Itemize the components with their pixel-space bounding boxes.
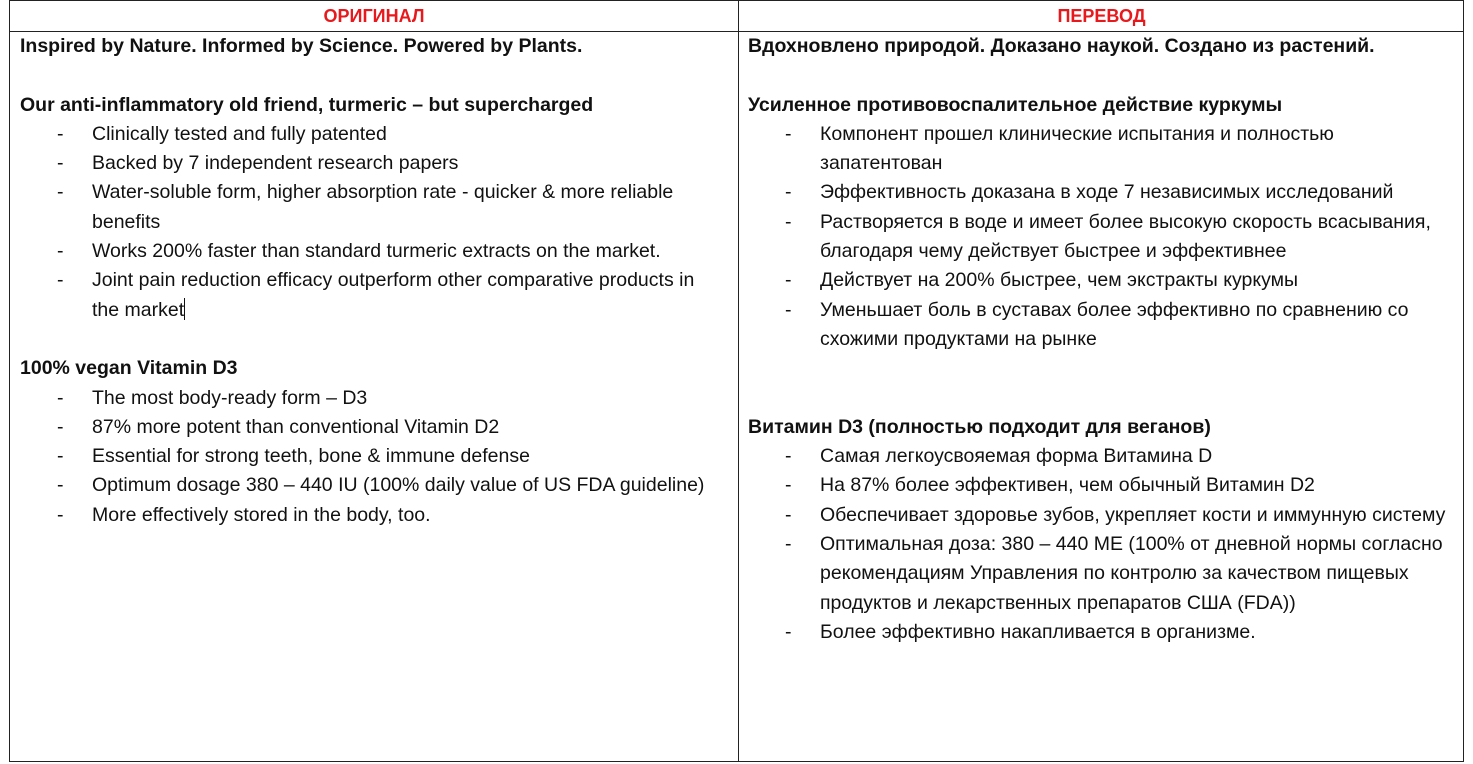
bullet-dash: -: [57, 445, 64, 468]
bullet-dash: -: [785, 181, 792, 204]
bullet-dash: -: [57, 503, 64, 526]
list-item: [20, 471, 720, 500]
bullet-dash: -: [57, 122, 64, 145]
list-item: [20, 266, 720, 325]
original-section2-title: 100% vegan Vitamin D3: [20, 357, 238, 380]
list-item-text: Essential for strong teeth, bone & immune defense: [92, 445, 530, 468]
translation-section2-title: Витамин D3 (полностью подходит для веганов): [748, 415, 1211, 438]
bullet-dash: -: [785, 620, 792, 643]
list-item-text: Компонент прошел клинические испытания и полностью запатентован: [820, 122, 1334, 175]
list-item-text: More effectively stored in the body, too.: [92, 503, 431, 526]
list-item-text: Оптимальная доза: 380 – 440 МЕ (100% от дневной нормы согласно рекомендациям Управления по контролю за качеством пищевых продуктов и лекарственных препаратов США (FDA)): [820, 533, 1443, 614]
list-item-text: Works 200% faster than standard turmeric extracts on the market.: [92, 240, 661, 263]
bullet-dash: -: [785, 533, 792, 556]
list-item: [748, 120, 1460, 179]
bullet-dash: -: [785, 298, 792, 321]
list-item: [20, 120, 720, 149]
list-item: [748, 178, 1460, 207]
translation-section1-title: Усиленное противовоспалительное действие куркумы: [748, 93, 1283, 116]
list-item: [748, 208, 1460, 267]
list-item: [748, 530, 1460, 618]
list-item: [20, 178, 720, 237]
bullet-dash: -: [785, 445, 792, 468]
list-item: [748, 618, 1460, 647]
bullet-dash: -: [57, 240, 64, 263]
bullet-dash: -: [57, 152, 64, 175]
text-cursor: [184, 298, 185, 320]
bullet-dash: -: [57, 269, 64, 292]
bullet-dash: -: [785, 210, 792, 233]
list-item-text: Обеспечивает здоровье зубов, укрепляет кости и иммунную систему: [820, 503, 1446, 526]
list-item-text: Эффективность доказана в ходе 7 независимых исследований: [820, 181, 1394, 204]
header-translation: ПЕРЕВОД: [1057, 6, 1146, 26]
list-item: [748, 266, 1460, 295]
list-item: [20, 384, 720, 413]
list-item-text: The most body-ready form – D3: [92, 386, 368, 409]
bullet-dash: -: [57, 474, 64, 497]
list-item-text: Joint pain reduction efficacy outperform other comparative products in the market: [92, 269, 695, 321]
list-item-text: На 87% более эффективен, чем обычный Витамин D2: [820, 474, 1315, 497]
list-item-text: Уменьшает боль в суставах более эффективно по сравнению со схожими продуктами на рынке: [820, 298, 1409, 350]
list-item: [20, 149, 720, 178]
original-column: [20, 32, 720, 530]
list-item: [748, 501, 1460, 530]
bullet-dash: -: [57, 181, 64, 204]
list-item-text: Clinically tested and fully patented: [92, 122, 387, 145]
spacer: [748, 61, 1460, 90]
list-item-text: Water-soluble form, higher absorption rate - quicker & more reliable benefits: [92, 181, 674, 233]
original-tagline: Inspired by Nature. Informed by Science. Powered by Plants.: [20, 35, 583, 57]
list-item: [748, 471, 1460, 500]
bullet-dash: -: [57, 386, 64, 409]
list-item: [20, 442, 720, 471]
list-item-text: Backed by 7 independent research papers: [92, 152, 459, 175]
list-item-text: 87% more potent than conventional Vitamin D2: [92, 415, 500, 438]
spacer: [20, 325, 720, 354]
column-divider: [738, 1, 739, 761]
list-item-text: Optimum dosage 380 – 440 IU (100% daily value of US FDA guideline): [92, 474, 705, 497]
original-section1-title: Our anti-inflammatory old friend, turmeric – but supercharged: [20, 93, 594, 116]
translation-column: [748, 32, 1460, 647]
list-item: [20, 501, 720, 530]
translation-tagline: Вдохновлено природой. Доказано наукой. Создано из растений.: [748, 35, 1375, 57]
list-item: [20, 237, 720, 266]
original-section2-list: [20, 384, 720, 530]
bullet-dash: -: [785, 474, 792, 497]
bullet-dash: -: [57, 415, 64, 438]
list-item: [748, 442, 1460, 471]
spacer: [748, 354, 1460, 383]
spacer: [748, 384, 1460, 413]
translation-section1-list: [748, 120, 1460, 354]
list-item-text: Растворяется в воде и имеет более высокую скорость всасывания, благодаря чему действует быстрее и эффективнее: [820, 210, 1431, 263]
spacer: [20, 61, 720, 90]
translation-table: [9, 0, 1464, 762]
bullet-dash: -: [785, 122, 792, 145]
list-item: [20, 413, 720, 442]
list-item: [748, 296, 1460, 355]
list-item-text: Более эффективно накапливается в организме.: [820, 620, 1256, 643]
bullet-dash: -: [785, 269, 792, 292]
list-item-text: Самая легкоусвояемая форма Витамина D: [820, 445, 1213, 468]
header-original: ОРИГИНАЛ: [323, 6, 425, 26]
bullet-dash: -: [785, 503, 792, 526]
original-section1-list: [20, 120, 720, 325]
list-item-text: Действует на 200% быстрее, чем экстракты куркумы: [820, 269, 1299, 292]
translation-section2-list: [748, 442, 1460, 647]
